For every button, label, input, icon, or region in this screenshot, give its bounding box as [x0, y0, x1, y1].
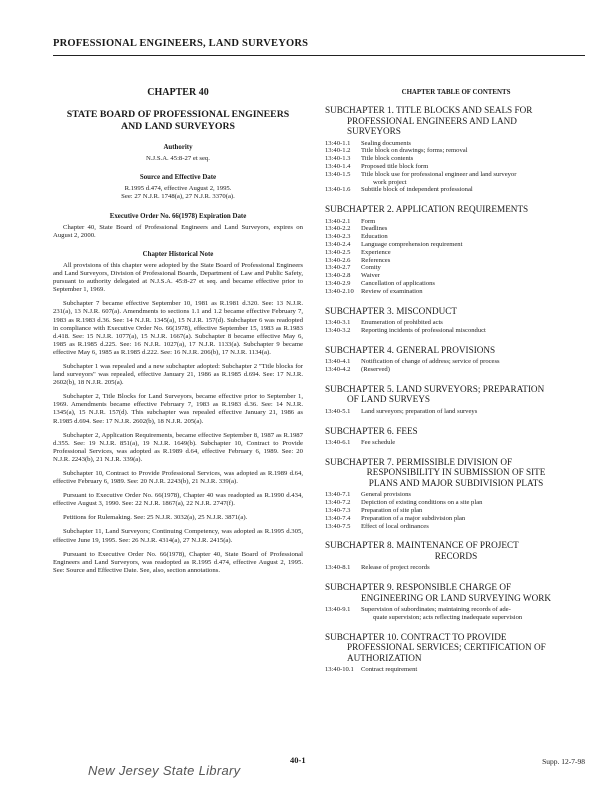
history-paragraph: Subchapter 2, Application Requirements, became effective September 8, 1987 as R.1987 d.355. See: 19 N.J.R. 851(a), 19 N.J.R. 1649(b). Subchapter 10, Contract to Provide Professional Services, was adopted as R.1989 d.64, effective February 6, 1989. See: 20 N.J.R. 2243(b), 21 N.J.R. 339(a).: [53, 431, 303, 463]
section-number: 13:40-1.5: [325, 170, 351, 178]
section-title-line: Land surveyors; preparation of land surveys: [361, 407, 478, 415]
section-list: [325, 666, 587, 674]
toc-section-row: [325, 147, 587, 155]
toc-title: CHAPTER TABLE OF CONTENTS: [401, 89, 511, 96]
section-title-line: Depiction of existing conditions on a site plan: [361, 499, 483, 507]
subchapter-heading-line: AUTHORIZATION: [347, 652, 422, 663]
section-number: 13:40-2.9: [325, 280, 351, 288]
section-title: [361, 225, 587, 233]
toc-section-row: [325, 171, 587, 187]
section-title-line: Cancellation of applications: [361, 280, 435, 288]
toc-section-row: [325, 606, 587, 622]
subchapter-heading-line: PROFESSIONAL SERVICES; CERTIFICATION OF: [347, 642, 546, 653]
subchapter-heading: [325, 105, 587, 137]
subchapter-heading: [325, 426, 587, 437]
header-rule: [53, 55, 585, 56]
running-head: PROFESSIONAL ENGINEERS, LAND SURVEYORS: [53, 38, 309, 49]
subchapter-heading: [325, 457, 587, 489]
section-number: 13:40-2.7: [325, 264, 351, 272]
spacer: [325, 194, 587, 204]
section-title-line: work project: [373, 178, 407, 186]
toc-section-row: [325, 288, 587, 296]
section-title-line: Release of project records: [361, 564, 430, 572]
toc-subchapter: [325, 426, 587, 457]
subchapter-heading-line: SUBCHAPTER 1. TITLE BLOCKS AND SEALS FOR: [325, 105, 533, 116]
subchapter-heading-line: RECORDS: [434, 550, 478, 561]
history-paragraph: Pursuant to Executive Order No. 66(1978), Chapter 40 was readopted as R.1990 d.434, effective August 3, 1990. See: 22 N.J.R. 1867(a), 22 N.J.R. 2747(f).: [53, 492, 303, 508]
page-number: 40-1: [290, 755, 306, 765]
section-title: [361, 288, 587, 296]
section-title: [361, 606, 587, 622]
section-list: [325, 140, 587, 195]
section-list: [325, 358, 587, 374]
authority-heading: Authority: [163, 144, 193, 152]
toc-section-row: [325, 249, 587, 257]
spacer: [325, 374, 587, 384]
toc-section-row: [325, 163, 587, 171]
section-title: [361, 358, 587, 366]
section-title: [361, 523, 587, 531]
section-title: [361, 241, 587, 249]
section-number: 13:40-1.4: [325, 162, 351, 170]
toc-section-row: [325, 523, 587, 531]
history-paragraph: Subchapter 11, Land Surveyors; Continuing Competency, was adopted as R.1995 d.305, effective June 19, 1995. See: 26 N.J.R. 4314(a), 27 N.J.R. 2415(a).: [53, 528, 303, 544]
spacer: [325, 530, 587, 540]
section-title-line: Form: [361, 217, 376, 225]
toc-subchapter: [325, 345, 587, 384]
left-column: [53, 88, 303, 581]
section-title: [361, 499, 587, 507]
section-title: [361, 666, 587, 674]
section-title-line: Language comprehension requirement: [361, 241, 463, 249]
section-title: [361, 408, 587, 416]
section-number: 13:40-2.2: [325, 225, 351, 233]
section-title-line: Waiver: [361, 272, 380, 280]
subchapter-heading-line: SUBCHAPTER 10. CONTRACT TO PROVIDE: [325, 631, 507, 642]
section-number: 13:40-4.1: [325, 358, 351, 366]
subchapter-heading-line: RESPONSIBILITY IN SUBMISSION OF SITE: [366, 467, 546, 478]
section-title-line: Fee schedule: [361, 439, 396, 447]
subchapter-heading-line: SUBCHAPTER 9. RESPONSIBLE CHARGE OF: [325, 582, 512, 593]
toc-section-row: [325, 233, 587, 241]
section-title-line: Title block use for professional engineer and land surveyor: [361, 170, 517, 178]
toc-subchapter: [325, 384, 587, 426]
executive-order-heading: Executive Order No. 66(1978) Expiration Date: [109, 212, 247, 220]
section-title-line: General provisions: [361, 491, 411, 499]
toc-section-row: [325, 241, 587, 249]
section-number: 13:40-9.1: [325, 606, 351, 614]
history-paragraph: Subchapter 1 was repealed and a new subchapter adopted: Subchapter 2 "Title blocks for land surveyors" was repealed, effective January 21, 1986 as R.1985 d.694. See: 17 N.J.R. 2602(b), 18 N.J.R. 205(a).: [53, 362, 303, 387]
subchapter-heading-line: SUBCHAPTER 5. LAND SURVEYORS; PREPARATION: [325, 383, 545, 394]
section-title: [361, 147, 587, 155]
source-heading: Source and Effective Date: [139, 174, 217, 182]
subchapter-heading-line: ENGINEERING OR LAND SURVEYING WORK: [361, 592, 551, 603]
section-number: 13:40-7.5: [325, 522, 351, 530]
section-number: 13:40-3.1: [325, 319, 351, 327]
section-title: [361, 264, 587, 272]
section-title-line: Comity: [361, 264, 381, 272]
chapter-title-line: STATE BOARD OF PROFESSIONAL ENGINEERS: [66, 109, 290, 121]
section-number: 13:40-2.4: [325, 241, 351, 249]
toc-section-row: [325, 218, 587, 226]
section-title: [361, 186, 587, 194]
section-number: 13:40-10.1: [325, 666, 354, 674]
toc-section-row: [325, 264, 587, 272]
section-title: [361, 564, 587, 572]
toc-section-row: [325, 155, 587, 163]
toc-subchapter: [325, 457, 587, 540]
subchapter-heading-line: PLANS AND MAJOR SUBDIVISION PLATS: [368, 477, 544, 488]
section-title-line: Supervision of subordinates; maintaining records of ade-: [361, 606, 511, 614]
section-title: [361, 163, 587, 171]
chapter-title-line: AND LAND SURVEYORS: [121, 121, 235, 133]
section-title-line: Preparation of site plan: [361, 507, 423, 515]
toc-subchapter: [325, 540, 587, 582]
subchapter-heading: [325, 204, 587, 215]
section-title-line: quate supervision; acts reflecting inadequate supervision: [373, 614, 523, 621]
section-title: [361, 439, 587, 447]
section-number: 13:40-4.2: [325, 366, 351, 374]
subchapter-heading-line: SURVEYORS: [347, 126, 401, 137]
section-title-line: Preparation of a major subdivision plan: [361, 514, 466, 522]
toc-subchapter: [325, 204, 587, 305]
chapter-title: [53, 109, 303, 133]
section-title: [361, 249, 587, 257]
section-number: 13:40-5.1: [325, 407, 351, 415]
toc-subchapter: [325, 582, 587, 632]
toc-section-row: [325, 257, 587, 265]
history-paragraph: All provisions of this chapter were adopted by the State Board of Professional Engineers and Land Surveyors, Division of Professional Boards, Department of Law and Public Safety, pursuant to authority delegated at N.J.S.A. 45:8-27 et seq. and became effective prior to September 1, 1969.: [53, 261, 303, 294]
history-paragraph: Pursuant to Executive Order No. 66(1978), Chapter 40, State Board of Professional Engineers and Land Surveyors, was readopted as R.1995 d.474, effective August 2, 1995. See: Source and Effective Date. See, also, section annotations.: [53, 550, 303, 574]
subchapter-heading: [325, 582, 587, 603]
section-title: [361, 218, 587, 226]
section-title: [361, 515, 587, 523]
section-list: [325, 439, 587, 447]
spacer: [325, 447, 587, 457]
section-number: 13:40-2.5: [325, 248, 351, 256]
section-number: 13:40-7.2: [325, 499, 351, 507]
section-title-line: Sealing documents: [361, 139, 411, 147]
section-number: 13:40-2.8: [325, 272, 351, 280]
toc-section-row: [325, 408, 587, 416]
spacer: [325, 622, 587, 632]
section-title: [361, 233, 587, 241]
toc-body: [325, 105, 587, 684]
toc-section-row: [325, 186, 587, 194]
toc-section-row: [325, 358, 587, 366]
section-title-line: Title block contents: [361, 155, 414, 163]
executive-order-text: Chapter 40, State Board of Professional Engineers and Land Surveyors, expires on August 2, 2000.: [53, 223, 303, 239]
section-number: 13:40-3.2: [325, 326, 351, 334]
section-title: [361, 257, 587, 265]
section-title: [361, 319, 587, 327]
supplement-date: Supp. 12-7-98: [542, 757, 585, 766]
section-number: 13:40-1.6: [325, 186, 351, 194]
spacer: [325, 674, 587, 684]
section-list: [325, 564, 587, 572]
spacer: [325, 296, 587, 306]
toc-subchapter: [325, 306, 587, 345]
toc-section-row: [325, 319, 587, 327]
section-title-line: Enumeration of prohibited acts: [361, 319, 443, 327]
history-paragraph: Petitions for Rulemaking. See: 25 N.J.R. 3032(a), 25 N.J.R. 3871(a).: [63, 514, 248, 522]
spacer: [325, 416, 587, 426]
section-title: [361, 140, 587, 148]
toc-subchapter: [325, 632, 587, 684]
subchapter-heading: [325, 632, 587, 664]
history-paragraph: Subchapter 10, Contract to Provide Professional Services, was adopted as R.1989 d.64, effective February 6, 1989. See: 20 N.J.R. 2243(b), 21 N.J.R. 339(a).: [53, 470, 303, 486]
section-title-line: Review of examination: [361, 287, 423, 295]
section-number: 13:40-7.4: [325, 514, 351, 522]
toc-section-row: [325, 515, 587, 523]
section-number: 13:40-2.10: [325, 287, 354, 295]
toc-section-row: [325, 499, 587, 507]
subchapter-heading: [325, 345, 587, 356]
library-watermark: New Jersey State Library: [88, 763, 241, 778]
section-list: [325, 319, 587, 335]
section-title-line: Proposed title block form: [361, 162, 429, 170]
section-title-line: Contract requirement: [361, 666, 418, 674]
toc-section-row: [325, 225, 587, 233]
source-line: R.1995 d.474, effective August 2, 1995.: [124, 185, 232, 193]
section-number: 13:40-2.3: [325, 233, 351, 241]
subchapter-heading-line: SUBCHAPTER 2. APPLICATION REQUIREMENTS: [325, 204, 529, 215]
subchapter-heading-line: SUBCHAPTER 4. GENERAL PROVISIONS: [325, 344, 496, 355]
section-number: 13:40-1.1: [325, 139, 351, 147]
section-number: 13:40-8.1: [325, 564, 351, 572]
section-title-line: Subtitle block of independent professional: [361, 186, 473, 194]
toc-section-row: [325, 507, 587, 515]
section-number: 13:40-2.1: [325, 217, 351, 225]
toc-section-row: [325, 272, 587, 280]
history-paragraph: Subchapter 7 became effective September 10, 1981 as R.1981 d.320. See: 13 N.J.R. 231(a), 13 N.J.R. 607(a). Amendments to sections 1.1 and 1.2 became effective February 7, 1983 as R.1983 d.36. See: 14 N.J.R. 1345(a), 15 N.J.R. 157(d). Subchapter 6 was readopted in compliance with Executive Order No. 66(1978), effective September 15, 1983 as R.1983 d.418. See: 15 N.J.R. 1077(a), 15 N.J.R. 1667(a). Subchapter 8 became effective May 6, 1985 as R.1985 d.225. See: 16 N.J.R. 1027(a), 17 N.J.R. 1133(a). Subchapter 9 became effective May 6, 1985 as R.1985 d.222. See: 16 N.J.R. 206(b), 17 N.J.R. 1134(a).: [53, 300, 303, 356]
section-number: 13:40-1.2: [325, 147, 351, 155]
subchapter-heading-line: SUBCHAPTER 8. MAINTENANCE OF PROJECT: [325, 540, 519, 551]
subchapter-heading: [325, 384, 587, 405]
toc-subchapter: [325, 105, 587, 204]
chapter-number: CHAPTER 40: [147, 87, 209, 98]
subchapter-heading: [325, 540, 587, 561]
section-list: [325, 408, 587, 416]
section-number: 13:40-6.1: [325, 439, 351, 447]
toc-section-row: [325, 327, 587, 335]
section-title: [361, 280, 587, 288]
section-list: [325, 606, 587, 622]
section-title: [361, 155, 587, 163]
spacer: [325, 335, 587, 345]
toc-section-row: [325, 280, 587, 288]
authority-text: N.J.S.A. 45:8-27 et seq.: [146, 155, 210, 163]
source-line: See: 27 N.J.R. 1748(a), 27 N.J.R. 3370(a).: [121, 193, 235, 201]
section-title: [361, 327, 587, 335]
section-title-line: Title block on drawings; forms; removal: [361, 147, 468, 155]
section-title-line: Reporting incidents of professional misconduct: [361, 326, 486, 334]
toc-section-row: [325, 140, 587, 148]
section-title: [361, 491, 587, 499]
subchapter-heading-line: PROFESSIONAL ENGINEERS AND LAND: [347, 115, 517, 126]
section-number: 13:40-7.1: [325, 491, 351, 499]
spacer: [325, 572, 587, 582]
toc-section-row: [325, 491, 587, 499]
section-title-line: Experience: [361, 248, 391, 256]
section-title-line: References: [361, 256, 391, 264]
section-number: 13:40-2.6: [325, 256, 351, 264]
section-title-line: Effect of local ordinances: [361, 522, 429, 530]
section-title-line: (Reserved): [361, 366, 390, 374]
section-title: [361, 366, 587, 374]
subchapter-heading-line: SUBCHAPTER 6. FEES: [325, 425, 418, 436]
historical-note-heading: Chapter Historical Note: [142, 250, 214, 258]
subchapter-heading-line: OF LAND SURVEYS: [347, 394, 430, 405]
toc-section-row: [325, 666, 587, 674]
section-title-line: Education: [361, 233, 388, 241]
section-number: 13:40-1.3: [325, 155, 351, 163]
section-title-line: Deadlines: [361, 225, 388, 233]
section-number: 13:40-7.3: [325, 507, 351, 515]
section-list: [325, 491, 587, 530]
toc-section-row: [325, 366, 587, 374]
table-of-contents: [325, 88, 587, 684]
section-title-line: Notification of change of address; service of process: [361, 358, 500, 366]
section-list: [325, 218, 587, 296]
section-title: [361, 171, 587, 187]
subchapter-heading-line: SUBCHAPTER 3. MISCONDUCT: [325, 305, 457, 316]
toc-section-row: [325, 439, 587, 447]
subchapter-heading: [325, 306, 587, 317]
subchapter-heading-line: SUBCHAPTER 7. PERMISSIBLE DIVISION OF: [325, 456, 513, 467]
toc-section-row: [325, 564, 587, 572]
section-title: [361, 507, 587, 515]
history-paragraph: Subchapter 2, Title Blocks for Land Surveyors, became effective prior to September 1, 1969. Amendments became effective February 7, 1983 as R.1983 d.36. See: 14 N.J.R. 1345(a), 15 N.J.R. 157(d). This subchapter was repealed effective January 21, 1986 as R.1985 d.694. See: 17 N.J.R. 2602(b), 18 N.J.R. 205(a).: [53, 393, 303, 425]
section-title: [361, 272, 587, 280]
